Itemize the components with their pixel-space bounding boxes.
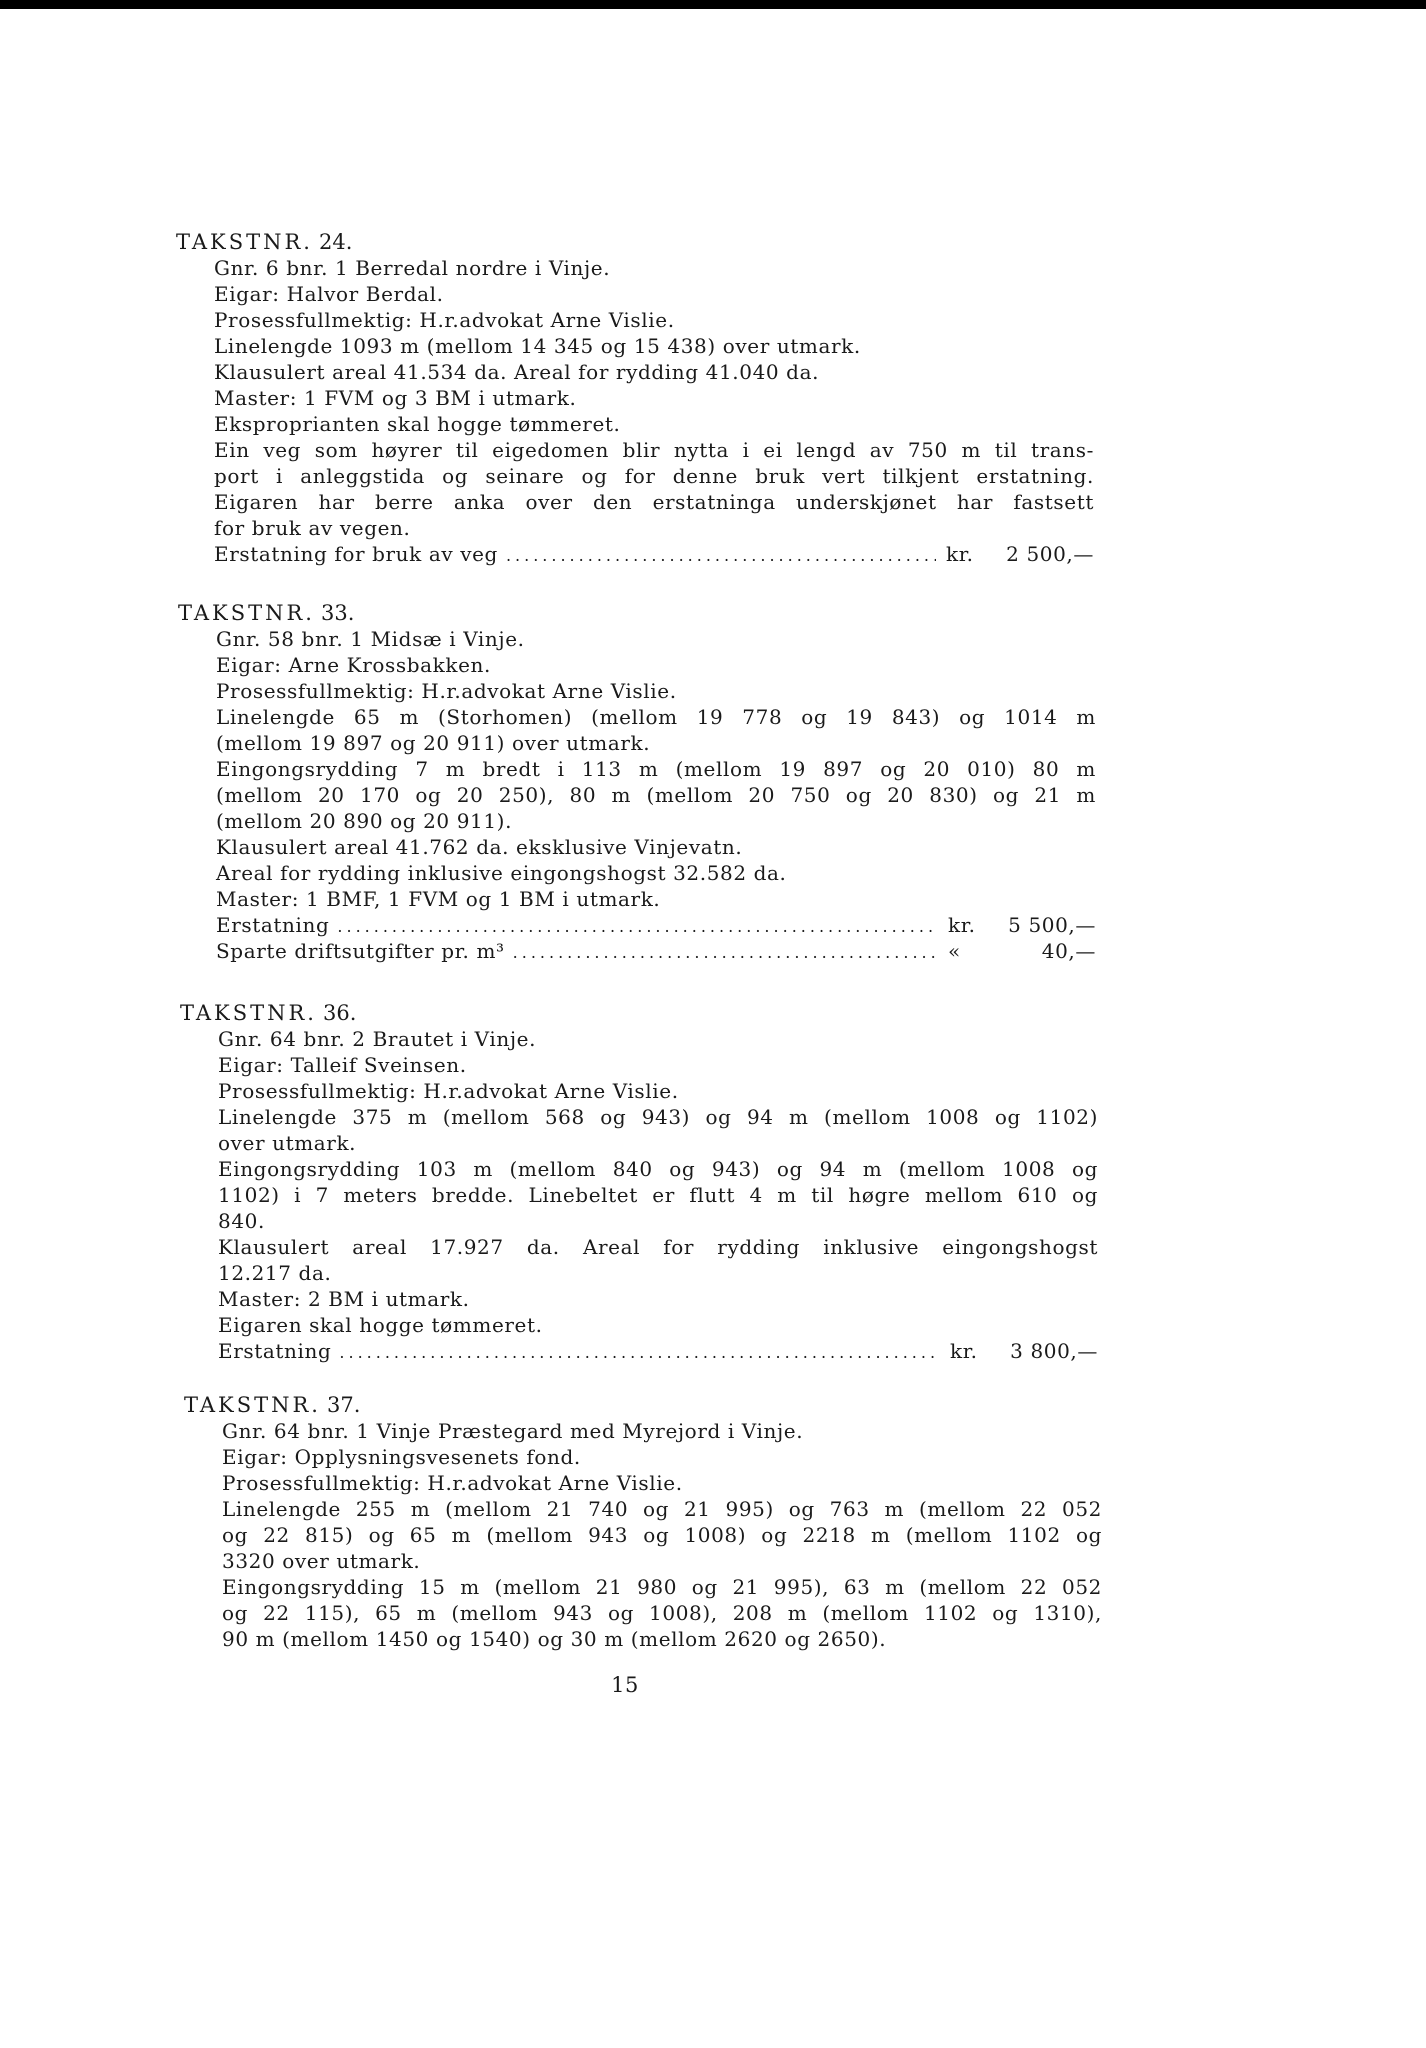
entry-line: Eigar: Opplysningsvesenets fond.: [222, 1445, 581, 1469]
entry-line: Linelengde 1093 m (mellom 14 345 og 15 438) over utmark.: [214, 334, 861, 358]
payment-label: Sparte driftsutgifter pr. m³: [216, 939, 505, 963]
entry-heading: TAKSTNR. 36.: [180, 1001, 357, 1025]
payment-unit: kr.: [950, 1339, 978, 1363]
entry-line: 1102) i 7 meters bredde. Linebeltet er flutt 4 m til høgre mellom 610 og: [218, 1183, 1098, 1207]
entry-line: Klausulert areal 41.762 da. eksklusive Vinjevatn.: [216, 835, 743, 859]
entry-line: 12.217 da.: [218, 1261, 332, 1285]
entry-line: Gnr. 58 bnr. 1 Midsæ i Vinje.: [216, 627, 525, 651]
entry-line: 3320 over utmark.: [222, 1549, 421, 1573]
entry-line: Eigaren skal hogge tømmeret.: [218, 1313, 543, 1337]
leader-dots: [339, 1340, 940, 1366]
payment-row: [218, 1338, 1098, 1364]
payment-row: [214, 541, 1094, 567]
payment-unit: kr.: [946, 542, 974, 566]
payment-amount: 2 500,—: [1006, 542, 1094, 566]
entry-line: Gnr. 64 bnr. 2 Brautet i Vinje.: [218, 1027, 537, 1051]
entry-line: og 22 815) og 65 m (mellom 943 og 1008) og 2218 m (mellom 1102 og: [222, 1523, 1102, 1547]
entry-line: Master: 1 FVM og 3 BM i utmark.: [214, 386, 577, 410]
entry-heading: TAKSTNR. 33.: [178, 601, 355, 625]
entry-line: 90 m (mellom 1450 og 1540) og 30 m (mellom 2620 og 2650).: [222, 1627, 887, 1651]
entry-takstnr-33: [178, 600, 1096, 964]
leader-dots: [337, 914, 938, 940]
entry-line: Ein veg som høyrer til eigedomen blir nytta i ei lengd av 750 m til trans-: [214, 438, 1094, 462]
entry-line: Eigar: Arne Krossbakken.: [216, 653, 491, 677]
entry-heading: TAKSTNR. 37.: [184, 1393, 361, 1417]
entry-line: Prosessfullmektig: H.r.advokat Arne Vislie.: [216, 679, 677, 703]
payment-label: Erstatning: [216, 913, 330, 937]
payment-amount: 40,—: [1041, 939, 1096, 963]
entry-line: Gnr. 64 bnr. 1 Vinje Præstegard med Myrejord i Vinje.: [222, 1419, 804, 1443]
entry-line: Prosessfullmektig: H.r.advokat Arne Vislie.: [218, 1079, 679, 1103]
entry-line: 840.: [218, 1209, 265, 1233]
entry-line: Klausulert areal 41.534 da. Areal for rydding 41.040 da.: [214, 360, 820, 384]
entry-line: Eigar: Halvor Berdal.: [214, 282, 444, 306]
entry-line: (mellom 19 897 og 20 911) over utmark.: [216, 731, 651, 755]
entry-takstnr-24: [176, 229, 1094, 567]
leader-dots: [513, 940, 938, 966]
entry-line: (mellom 20 890 og 20 911).: [216, 809, 513, 833]
entry-line: Eingongsrydding 7 m bredt i 113 m (mellom 19 897 og 20 010) 80 m: [216, 757, 1096, 781]
entry-line: og 22 115), 65 m (mellom 943 og 1008), 208 m (mellom 1102 og 1310),: [222, 1601, 1102, 1625]
entry-line: port i anleggstida og seinare og for denne bruk vert tilkjent erstatning.: [214, 464, 1094, 488]
entry-line: Eigar: Talleif Sveinsen.: [218, 1053, 467, 1077]
entry-line: Eksproprianten skal hogge tømmeret.: [214, 412, 621, 436]
payment-row: [216, 912, 1096, 938]
entry-line: Master: 1 BMF, 1 FVM og 1 BM i utmark.: [216, 887, 661, 911]
entry-line: Eigaren har berre anka over den erstatninga underskjønet har fastsett: [214, 490, 1094, 514]
payment-unit: «: [948, 939, 961, 963]
leader-dots: [506, 543, 936, 569]
entry-heading: TAKSTNR. 24.: [176, 230, 353, 254]
entry-line: Linelengde 255 m (mellom 21 740 og 21 995) og 763 m (mellom 22 052: [222, 1497, 1102, 1521]
payment-unit: kr.: [948, 913, 976, 937]
entry-line: Master: 2 BM i utmark.: [218, 1287, 470, 1311]
entry-line: Linelengde 375 m (mellom 568 og 943) og 94 m (mellom 1008 og 1102): [218, 1105, 1098, 1129]
payment-label: Erstatning: [218, 1339, 332, 1363]
payment-amount: 5 500,—: [1008, 913, 1096, 937]
entry-line: Klausulert areal 17.927 da. Areal for rydding inklusive eingongshogst: [218, 1235, 1098, 1259]
entry-takstnr-36: [180, 1000, 1098, 1364]
payment-amount: 3 800,—: [1010, 1339, 1098, 1363]
entry-line: Areal for rydding inklusive eingongshogst 32.582 da.: [216, 861, 787, 885]
entry-line: Gnr. 6 bnr. 1 Berredal nordre i Vinje.: [214, 256, 611, 280]
page-number: 15: [611, 1673, 639, 1697]
entry-line: over utmark.: [218, 1131, 357, 1155]
entry-line: for bruk av vegen.: [214, 516, 411, 540]
entry-takstnr-37: [184, 1392, 1102, 1652]
entry-line: (mellom 20 170 og 20 250), 80 m (mellom 20 750 og 20 830) og 21 m: [216, 783, 1096, 807]
entry-line: Eingongsrydding 15 m (mellom 21 980 og 21 995), 63 m (mellom 22 052: [222, 1575, 1102, 1599]
entry-line: Prosessfullmektig: H.r.advokat Arne Vislie.: [222, 1471, 683, 1495]
payment-row: [216, 938, 1096, 964]
entry-line: Eingongsrydding 103 m (mellom 840 og 943) og 94 m (mellom 1008 og: [218, 1157, 1098, 1181]
entry-line: Linelengde 65 m (Storhomen) (mellom 19 778 og 19 843) og 1014 m: [216, 705, 1096, 729]
entry-line: Prosessfullmektig: H.r.advokat Arne Vislie.: [214, 308, 675, 332]
payment-label: Erstatning for bruk av veg: [214, 542, 498, 566]
